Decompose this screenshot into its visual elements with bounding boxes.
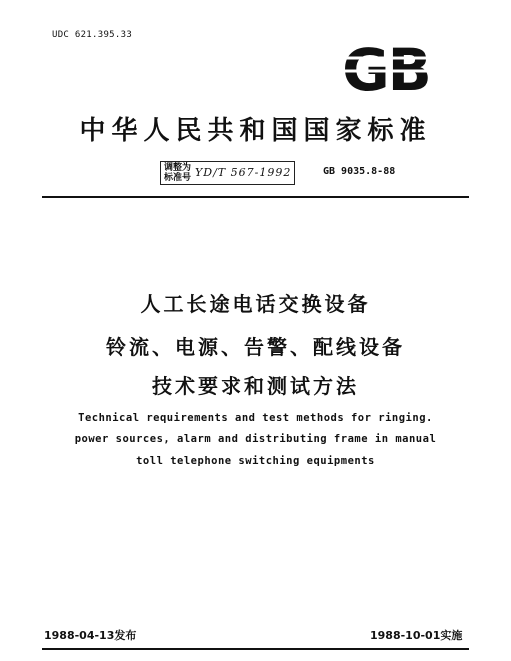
title-zh-line-3: 技术要求和测试方法 [152,374,359,398]
header-rule [42,196,469,198]
gb-logo [336,38,436,100]
issue-date: 1988-04-13发布 [44,629,137,642]
title-en-line-1: Technical requirements and test methods for ringing. [78,412,433,424]
stamp-label-1: 调整为 [164,163,192,173]
title-en-line-2: power sources, alarm and distributing frame in manual [74,433,437,445]
gb-logo-text: GB [342,38,430,100]
stamp-label-2: 标准号 [164,173,192,183]
adjusted-standard-stamp [160,161,295,185]
national-standard-title: 中华人民共和国国家标准 [79,116,432,146]
title-en-line-3: toll telephone switching equipments [136,455,375,467]
title-zh-line-1: 人工长途电话交换设备 [140,292,371,316]
footer-rule [42,648,469,650]
title-zh-line-2: 铃流、电源、告警、配线设备 [106,335,405,359]
gb-number: GB 9035.8-88 [323,166,396,177]
implementation-date: 1988-10-01实施 [370,629,463,642]
udc-code: UDC 621.395.33 [52,30,133,40]
handwritten-code: YD/T 567-1992 [195,166,292,179]
